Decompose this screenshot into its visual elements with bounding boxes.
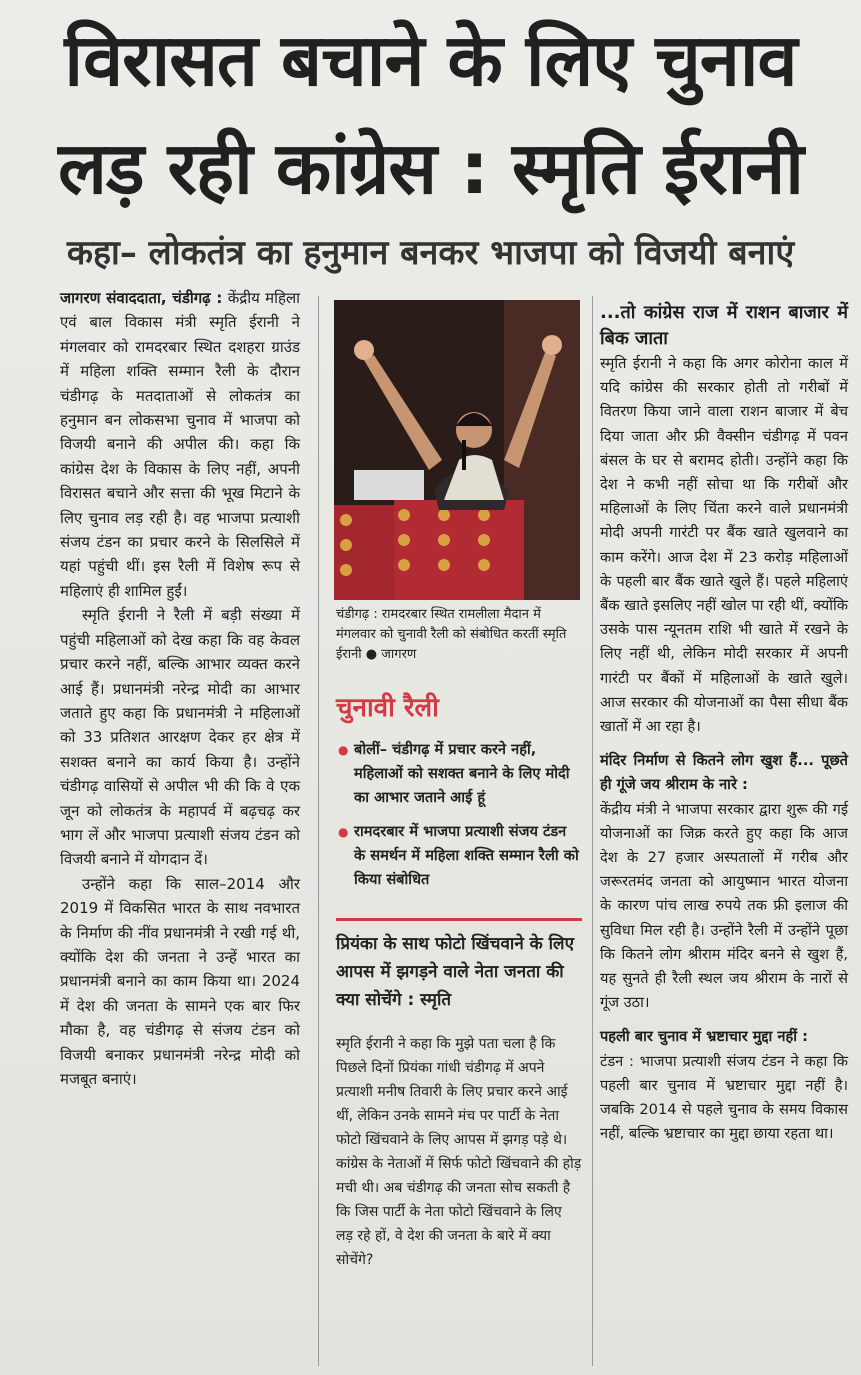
sidebar-kicker: चुनावी रैली <box>336 693 439 723</box>
paragraph-1 <box>60 286 300 603</box>
subheadline: कहा– लोकतंत्र का हनुमान बनकर भाजपा को विजयी बनाएं <box>66 233 795 273</box>
headline-line-2: लड़ रही कांग्रेस : स्मृति ईरानी <box>58 126 803 210</box>
column-3-paragraph-1: स्मृति ईरानी ने कहा कि अगर कोरोना काल में यदि कांग्रेस की सरकार होती तो गरीबों में वितरण किया जाने वाला राशन बाजार में बेच दिया जाता और फ्री वैक्सीन चंडीगढ़ में पवन बंसल के घर से बरामद होती। उन्होंने कहा कि देश ने कभी नहीं सोचा था कि गरीबों और महिलाओं के लिए चिंता करने वाले प्रधानमंत्री मोदी अपनी गारंटी पर बैंक खाते खुलवाने का काम करेंगे। आज देश में 23 करोड़ महिलाओं के पहली बार बैंक खाते खुले हैं। पहले महिलाएं बैंक खाते इसलिए नहीं खोल पा रही थीं, क्योंकि उसके पास न्यूनतम राशि भी खाते में रखने के लिए नहीं थी, लेकिन मोदी सरकार में अपनी गारंटी पर बैंकों में महिलाओं के खाते खुले। आज सरकार की योजनाओं का पैसा सीधा बैंक खातों में आ रहा है। <box>600 355 848 736</box>
column-3-heading: ...तो कांग्रेस राज में राशन बाजार में बिक जाता <box>600 302 848 349</box>
article-column-3 <box>600 300 848 1147</box>
paragraph-1-text: केंद्रीय महिला एवं बाल विकास मंत्री स्मृति ईरानी ने मंगलवार को रामदरबार स्थित दशहरा ग्राउंड में महिला शक्ति सम्मान रैली के दौरान चंडीगढ़ के मतदाताओं से लोकतंत्र का हनुमान बन लोकसभा चुनाव में भाजपा को विजयी बनाने की अपील की। कहा कि कांग्रेस देश के विकास के लिए नहीं, अपनी विरासत बचाने और सत्ता की भूख मिटाने के लिए चुनाव लड़ रही है। वह भाजपा प्रत्याशी संजय टंडन का प्रचार करने के सिलसिले में यहां पहुंची थीं। इस रैली में विशेष रूप से महिलाएं ही शामिल हुईं। <box>60 289 300 600</box>
rally-photo <box>334 300 580 600</box>
dateline: जागरण संवाददाता, चंडीगढ़ : <box>60 289 223 307</box>
paragraph-2: स्मृति ईरानी ने रैली में बड़ी संख्या में पहुंची महिलाओं को देख कहा कि वह केवल प्रचार करने नहीं, बल्कि आभार व्यक्त करने आई हैं। प्रधानमंत्री नरेन्द्र मोदी का आभार जताते हुए कहा कि प्रधानमंत्री ने महिलाओं को 33 प्रतिशत आरक्षण देकर हर क्षेत्र में सशक्त बनाने का कार्य किया है। उन्होंने चंडीगढ़ वासियों से अपील भी की कि वे एक जून को लोकतंत्र के महापर्व में बढ़चढ़ कर भाग लें और भाजपा प्रत्याशी संजय टंडन को विजयी बनाने में योगदान दें। <box>60 606 300 869</box>
photo-caption: चंडीगढ़ : रामदरबार स्थित रामलीला मैदान में मंगलवार को चुनावी रैली को संबोधित करतीं स्मृति ईरानी ● जागरण <box>336 607 567 662</box>
column-3-subheading-2: मंदिर निर्माण से कितने लोग खुश हैं... पूछते ही गूंजे जय श्रीराम के नारे : <box>600 752 848 794</box>
paragraph-3: उन्होंने कहा कि साल–2014 और 2019 में विकसित भारत के साथ नवभारत के निर्माण की नींव प्रधानमंत्री ने रखी गई थी, क्योंकि देश की जनता ने उन्हें भारत का प्रधानमंत्री बनाने का काम किया था। 2024 में देश की जनता के सामने एक बार फिर मौका है, वह चंडीगढ़ से संजय टंडन को विजयी बनाकर प्रधानमंत्री नरेन्द्र मोदी को मजबूत बनाएं। <box>60 874 300 1088</box>
column-divider-1 <box>318 296 319 1366</box>
highlight-item: ● बोलीं– चंडीगढ़ में प्रचार करने नहीं, महिलाओं को सशक्त बनाने के लिए मोदी का आभार जताने आई हूं <box>338 738 582 810</box>
box-body: स्मृति ईरानी ने कहा कि मुझे पता चला है कि पिछले दिनों प्रियंका गांधी चंडीगढ़ में अपने प्रत्याशी मनीष तिवारी के लिए प्रचार करने आई थीं, लेकिन उनके सामने मंच पर पार्टी के नेता फोटो खिंचवाने के लिए आपस में झगड़ पड़े थे। कांग्रेस के नेताओं में सिर्फ फोटो खिंचवाने की होड़ मची थी। अब चंडीगढ़ की जनता सोच सकती है कि जिस पार्टी के नेता फोटो खिंचवाने के लिए लड़ रहे हों, वे देश की जनता के बारे में क्या सोचेंगे? <box>336 1036 582 1268</box>
column-3-paragraph-2: केंद्रीय मंत्री ने भाजपा सरकार द्वारा शुरू की गई योजनाओं का जिक्र करते हुए कहा कि आज देश के 27 हजार अस्पतालों में गरीब और जरूरतमंद जनता को आयुष्मान भारत योजना के कारण पांच लाख रुपये तक फ्री इलाज की सुविधा मिल रही है। उन्होंने रैली में उन्होंने पूछा कि कितने लोग श्रीराम मंदिर बनने से खुश हैं, यह सुनते ही रैली स्थल जय श्रीराम के नारों से गूंज उठा। <box>600 800 848 1012</box>
column-3-paragraph-3: टंडन : भाजपा प्रत्याशी संजय टंडन ने कहा कि पहली बार चुनाव में भ्रष्टाचार मुद्दा नहीं है। जबकि 2014 से पहले चुनाव के समय विकास नहीं, बल्कि भ्रष्टाचार का मुद्दा छाया रहता था। <box>600 1052 848 1143</box>
highlights-list <box>338 738 582 902</box>
box-headline: प्रियंका के साथ फोटो खिंचवाने के लिए आपस में झगड़ने वाले नेता जनता की क्या सोचेंगे : स्मृति <box>336 934 574 1010</box>
red-divider <box>336 918 582 921</box>
column-divider-2 <box>592 296 593 1366</box>
speaker-illustration <box>334 300 580 600</box>
article-column-1 <box>60 286 300 1091</box>
highlight-item: ● रामदरबार में भाजपा प्रत्याशी संजय टंडन के समर्थन में महिला शक्ति सम्मान रैली को किया संबोधित <box>338 820 582 892</box>
headline-line-1: विरासत बचाने के लिए चुनाव <box>64 18 797 102</box>
column-3-subheading-3: पहली बार चुनाव में भ्रष्टाचार मुद्दा नहीं : <box>600 1028 808 1046</box>
